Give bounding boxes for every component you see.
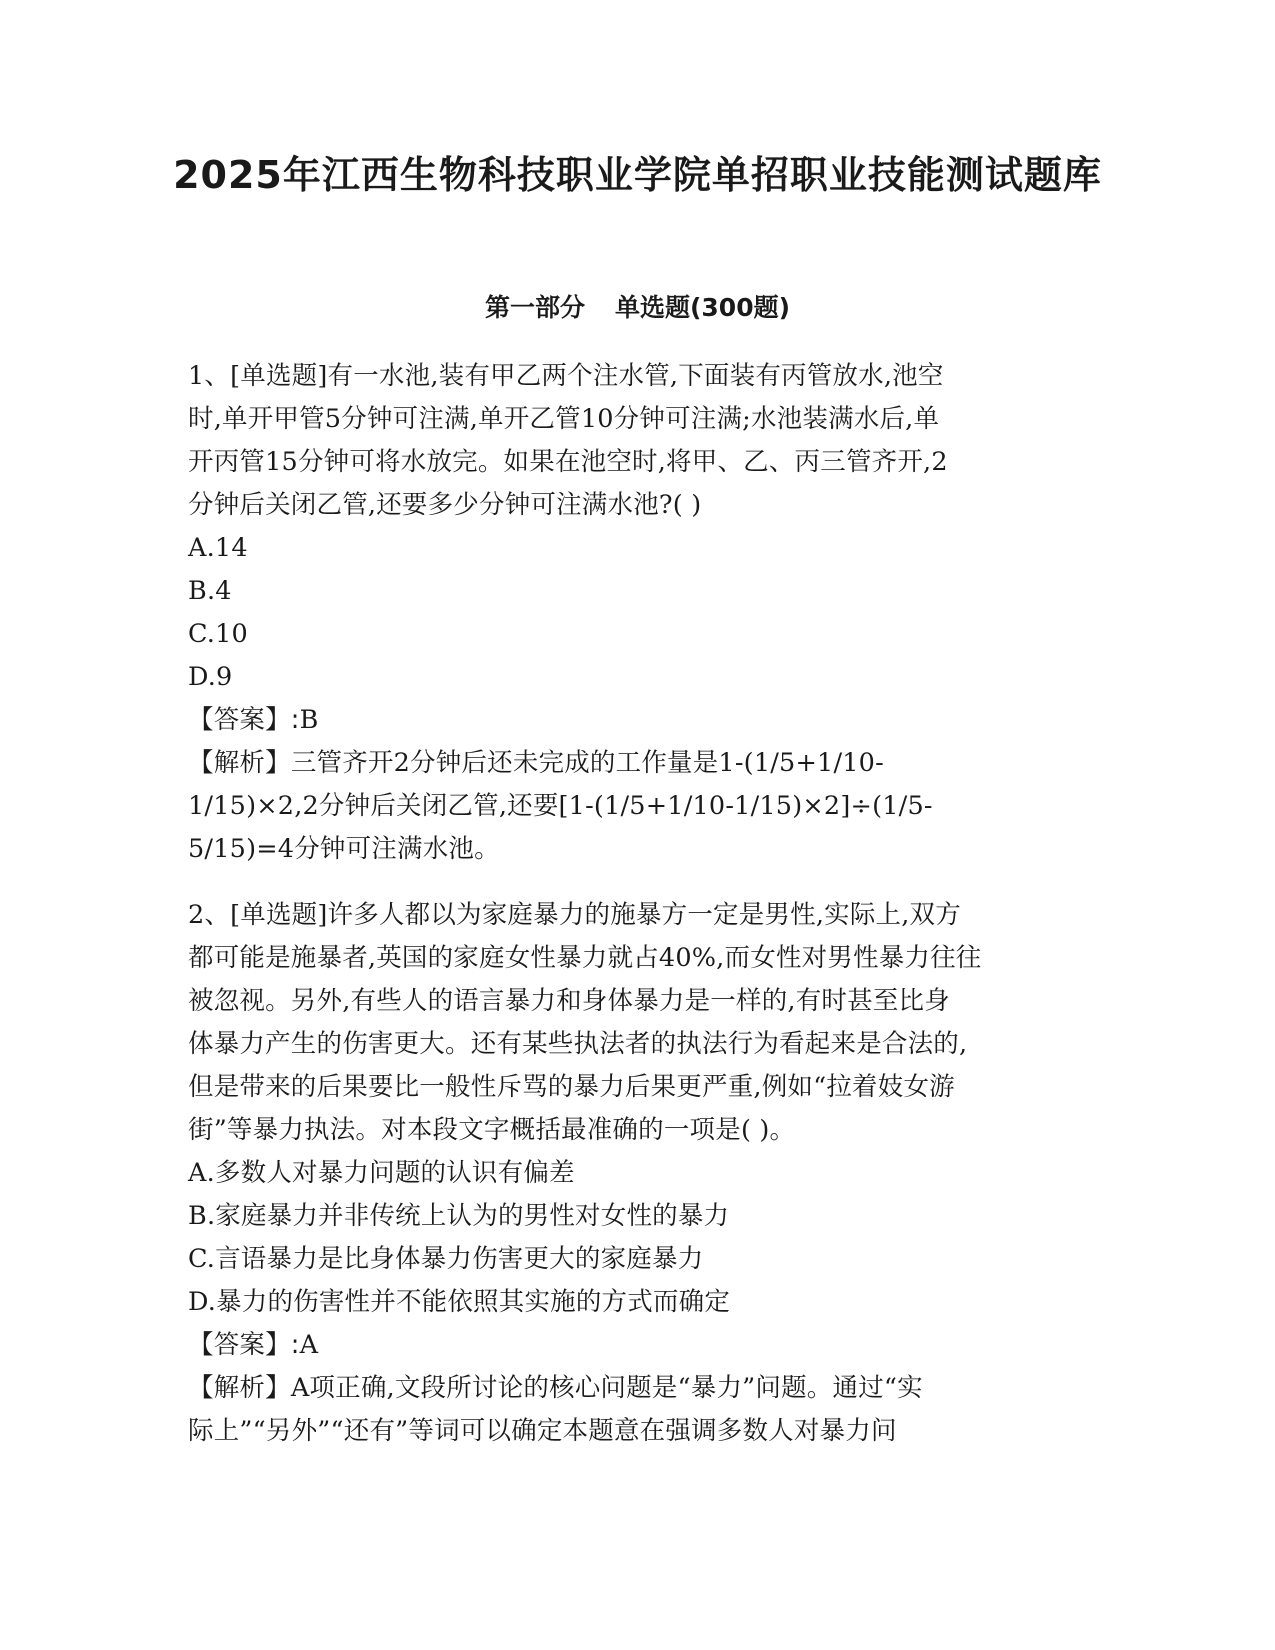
- option-b: B.4: [188, 576, 232, 606]
- question-stem-line: 时,单开甲管5分钟可注满,单开乙管10分钟可注满;水池装满水后,单: [188, 404, 940, 434]
- analysis-text: 三管齐开2分钟后还未完成的工作量是1-(1/5+1/10-: [290, 748, 884, 778]
- analysis-line: [188, 742, 1088, 785]
- question-stem-line: 1、[单选题]有一水池,装有甲乙两个注水管,下面装有丙管放水,池空: [188, 361, 944, 391]
- option-d: D.暴力的伤害性并不能依照其实施的方式而确定: [188, 1287, 731, 1317]
- question-stem-line: 街”等暴力执法。对本段文字概括最准确的一项是( )。: [188, 1115, 796, 1145]
- analysis-line: [188, 1367, 1088, 1410]
- question-stem-line: 开丙管15分钟可将水放完。如果在池空时,将甲、乙、丙三管齐开,2: [188, 447, 948, 477]
- option-d: D.9: [188, 662, 233, 692]
- question-stem-line: 但是带来的后果要比一般性斥骂的暴力后果更严重,例如“拉着妓女游: [188, 1072, 955, 1102]
- analysis-text: A项正确,文段所讨论的核心问题是“暴力”问题。通过“实: [290, 1373, 923, 1403]
- option-b: B.家庭暴力并非传统上认为的男性对女性的暴力: [188, 1201, 730, 1231]
- question-stem-line: 被忽视。另外,有些人的语言暴力和身体暴力是一样的,有时甚至比身: [188, 986, 950, 1016]
- analysis-line: 5/15)=4分钟可注满水池。: [188, 834, 500, 864]
- analysis-line: 际上”“另外”“还有”等词可以确定本题意在强调多数人对暴力问: [188, 1416, 897, 1446]
- question-stem-line: 都可能是施暴者,英国的家庭女性暴力就占40%,而女性对男性暴力往往: [188, 943, 982, 973]
- option-c: C.言语暴力是比身体暴力伤害更大的家庭暴力: [188, 1244, 704, 1274]
- answer-value: B: [299, 705, 319, 735]
- question-2: [188, 894, 1088, 1453]
- answer-label: 【答案】:: [188, 705, 300, 735]
- answer-line: [188, 699, 1088, 742]
- document-title: 2025年江西生物科技职业学院单招职业技能测试题库: [173, 153, 1102, 197]
- answer-label: 【答案】:: [188, 1330, 300, 1360]
- analysis-label: 【解析】: [188, 1373, 291, 1403]
- analysis-label: 【解析】: [188, 748, 291, 778]
- analysis-line: 1/15)×2,2分钟后关闭乙管,还要[1-(1/5+1/10-1/15)×2]÷(1/5-: [188, 791, 933, 821]
- question-1: [188, 355, 1088, 871]
- question-stem-line: 体暴力产生的伤害更大。还有某些执法者的执法行为看起来是合法的,: [188, 1029, 968, 1059]
- option-c: C.10: [188, 619, 248, 649]
- section-heading: [0, 290, 1275, 326]
- answer-value: A: [299, 1330, 319, 1360]
- section-name: 单选题(300题): [614, 293, 791, 322]
- section-part: 第一部分: [484, 293, 585, 322]
- question-stem-line: 分钟后关闭乙管,还要多少分钟可注满水池?( ): [188, 490, 702, 520]
- question-stem-line: 2、[单选题]许多人都以为家庭暴力的施暴方一定是男性,实际上,双方: [188, 900, 961, 930]
- option-a: A.14: [188, 533, 248, 563]
- option-a: A.多数人对暴力问题的认识有偏差: [188, 1158, 575, 1188]
- answer-line: [188, 1324, 1088, 1367]
